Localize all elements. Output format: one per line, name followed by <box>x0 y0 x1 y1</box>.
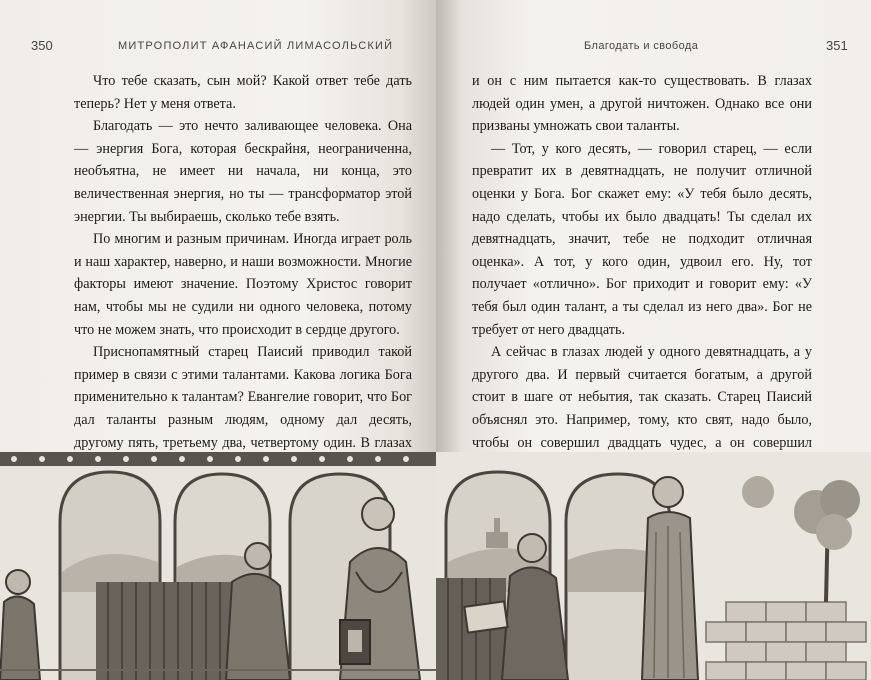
paragraph: Приснопамятный старец Паисий приводил такой пример в связи с этими талантами. Какова логика Бога применительно к талантам? Евангелие говорит, что Бог дал таланты разным людям, одному дал десять, другому пять, третьему два, четвертому один. В глазах <box>74 344 412 451</box>
left-illustration <box>0 452 436 680</box>
paragraph: Что тебе сказать, сын мой? Какой ответ тебе дать теперь? Нет у меня ответа. <box>74 73 412 112</box>
paragraph: — Тот, у кого десять, — говорил старец, — если превратит их в девятнадцать, не получит отличной оценки у Бога. Бог скажет ему: «У тебя было десять, надо сделать, чтобы их было двадцать! Ты сделал их девятнадцать, значит, тебе не подходит отличная оценка». А тот, у кого один, удвоил его. Ну, тот получает «отлично». Бог приходит и говорит ему: «У тебя был один талант, а ты сделал из него два». Бог не требует от него двадцать. <box>472 140 812 338</box>
right-page <box>436 0 871 680</box>
paragraph: Благодать — это нечто заливающее человека. Она — энергия Бога, которая бескрайня, неограниченна, необъятна, не имеет ни начала, ни конца, это величественная энергия, но ты — трансформатор этой энергии. Ты выбираешь, сколько тебе взять. <box>74 118 412 225</box>
paragraph: А сейчас в глазах людей у одного девятнадцать, а у другого два. И первый считается богатым, а другой стоит в шаге от небытия, так сказать. Старец Паисий объяснял это. Например, тому, кто свят, надо было, чтобы он совершил двадцать чудес, а он совершил <box>472 344 812 451</box>
left-running-head: МИТРОПОЛИТ АФАНАСИЙ ЛИМАСОЛЬСКИЙ <box>118 40 394 52</box>
paragraph: и он с ним пытается как-то существовать. В глазах людей один умен, а другой ничтожен. Однако все они призваны умножать свои таланты. <box>472 73 812 135</box>
left-page-number: 350 <box>31 38 53 53</box>
right-illustration <box>436 452 871 680</box>
paragraph: По многим и разным причинам. Иногда играет роль и наш характер, наверно, и наши возможности. Многие факторы имеют значение. Поэтому Христос говорит нам, чтобы мы не судили ни одного человека, потому что не можем знать, что происходит в сердце другого. <box>74 231 412 338</box>
right-page-number: 351 <box>826 38 848 53</box>
right-running-head: Благодать и свобода <box>584 40 699 52</box>
